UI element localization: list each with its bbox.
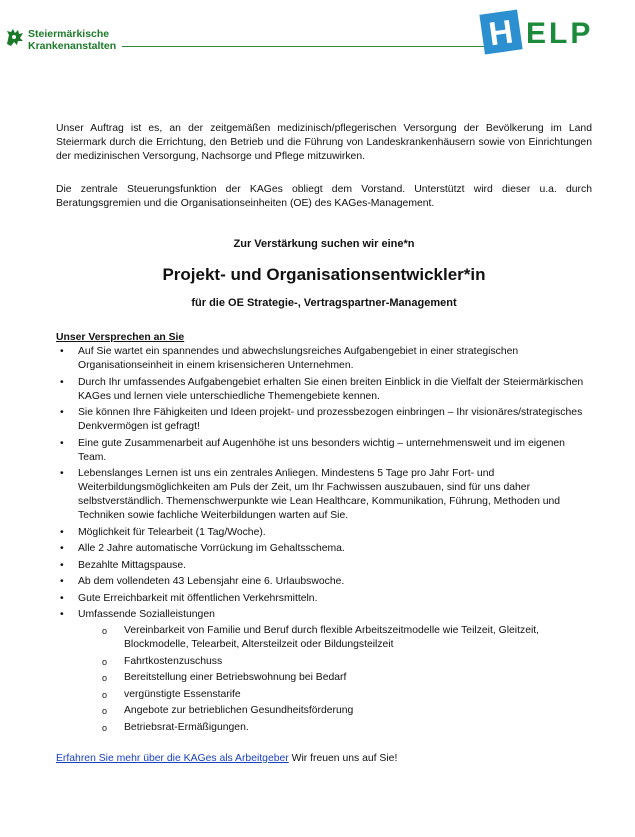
header-divider xyxy=(122,46,484,47)
job-subtitle: für die OE Strategie-, Vertragspartner-Management xyxy=(191,297,457,309)
help-logo-h: H xyxy=(486,12,516,53)
sub-list-item: o Bereitstellung einer Betriebswohnung bei Bedarf xyxy=(78,671,592,685)
list-item: • Möglichkeit für Telearbeit (1 Tag/Woche). xyxy=(56,526,592,540)
list-item: • Alle 2 Jahre automatische Vorrückung im Gehaltsschema. xyxy=(56,542,592,556)
social-benefits-list xyxy=(78,624,592,735)
sub-list-item: o Vereinbarkeit von Familie und Beruf durch flexible Arbeitszeitmodelle wie Teilzeit, Gleitzeit, Blockmodelle, Telearbeit, Altersteilzeit oder Bildungsteilzeit xyxy=(78,624,592,652)
help-logo-rest: ELP xyxy=(526,17,594,50)
brand-name xyxy=(28,28,116,52)
brand-line-2: Krankenanstalten xyxy=(28,40,117,52)
job-posting xyxy=(56,122,592,766)
list-item: • Auf Sie wartet ein spannendes und abwechslungsreiches Aufgabengebiet in einer strategischen Organisationseinheit in einem krisensicheren Unternehmen. xyxy=(56,345,592,373)
list-item-social-benefits xyxy=(56,608,592,735)
sub-list-item: o Betriebsrat-Ermäßigungen. xyxy=(78,721,592,735)
styrian-panther-logo-icon xyxy=(4,26,26,48)
employer-info-link[interactable]: Erfahren Sie mehr über die KAGes als Arbeitgeber xyxy=(56,752,289,764)
sub-list-item: o Angebote zur betrieblichen Gesundheitsförderung xyxy=(78,704,592,718)
promise-heading: Unser Versprechen an Sie xyxy=(56,332,185,343)
list-item: • Bezahlte Mittagspause. xyxy=(56,559,592,573)
help-logo xyxy=(478,6,633,56)
list-item: • Durch Ihr umfassendes Aufgabengebiet erhalten Sie einen breiten Einblick in die Vielfalt der Steiermärkischen KAGes und lernen viele unterschiedliche Themengebiete kennen. xyxy=(56,376,592,404)
intro-paragraph-1: Unser Auftrag ist es, an der zeitgemäßen medizinisch/pflegerischen Versorgung der Bevölkerung im Land Steiermark durch die Errichtung, den Betrieb und die Führung von Landeskrankenhäusern sowie von Einrichtungen der medizinischen Versorgung, Nachsorge und Pflege mitzuwirken. xyxy=(56,123,592,162)
sub-list-item: o vergünstigte Essenstarife xyxy=(78,688,592,702)
list-item: • Sie können Ihre Fähigkeiten und Ideen projekt- und prozessbezogen einbringen – Ihr visionäres/strategisches Denkvermögen ist gefragt! xyxy=(56,406,592,434)
page-header xyxy=(0,0,635,70)
footer-line xyxy=(56,752,592,766)
intro-paragraph-2: Die zentrale Steuerungsfunktion der KAGes obliegt dem Vorstand. Unterstützt wird dieser u.a. durch Beratungsgremien und die Organisationseinheiten (OE) des KAGes-Management. xyxy=(56,184,592,209)
list-item: • Lebenslanges Lernen ist uns ein zentrales Anliegen. Mindestens 5 Tage pro Jahr Fort- und Weiterbildungsmöglichkeiten am Puls der Zeit, um Ihr Fachwissen auszubauen, sind für uns daher selbstverständlich. Themenschwerpunkte wie Lean Healthcare, Kommunikation, Führung, Methoden und Techniken sowie fachliche Weiterbildungen warten auf Sie. xyxy=(56,467,592,523)
sub-list-item: o Fahrtkostenzuschuss xyxy=(78,655,592,669)
closing-text: Wir freuen uns auf Sie! xyxy=(288,752,398,764)
list-item-label: Umfassende Sozialleistungen xyxy=(78,609,215,620)
job-pre-title: Zur Verstärkung suchen wir eine*n xyxy=(233,238,415,250)
list-item: • Ab dem vollendeten 43 Lebensjahr eine 6. Urlaubswoche. xyxy=(56,575,592,589)
list-item: • Eine gute Zusammenarbeit auf Augenhöhe ist uns besonders wichtig – unternehmensweit und im eigenen Team. xyxy=(56,437,592,465)
job-title: Projekt- und Organisationsentwickler*in xyxy=(162,265,486,284)
promise-list xyxy=(56,345,592,735)
brand-line-1: Steiermärkische xyxy=(28,28,110,40)
list-item: • Gute Erreichbarkeit mit öffentlichen Verkehrsmitteln. xyxy=(56,592,592,606)
